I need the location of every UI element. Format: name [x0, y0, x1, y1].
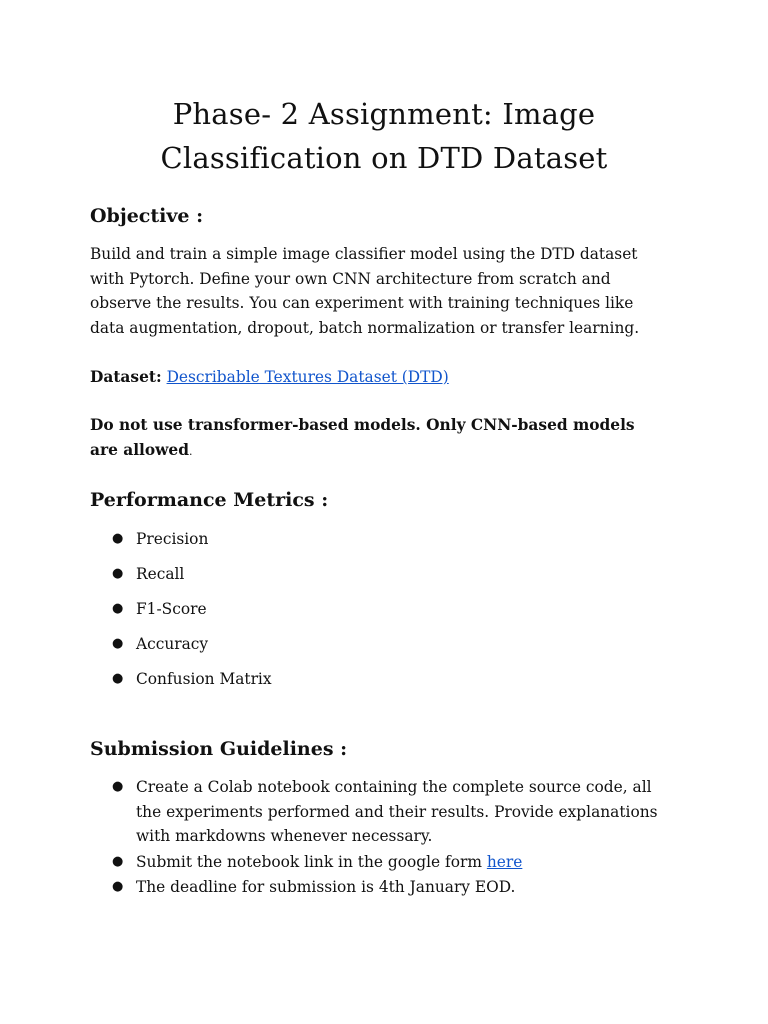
list-item — [90, 562, 690, 597]
restriction-line-2: are allowed — [90, 440, 189, 459]
restriction-period: . — [188, 444, 193, 458]
bullet-icon: ● — [112, 671, 124, 686]
objective-line-3: observe the results. You can experiment with training techniques like — [90, 294, 634, 313]
bullet-icon: ● — [112, 601, 124, 616]
metric-label: Precision — [136, 530, 209, 548]
bullet-icon: ● — [112, 636, 124, 651]
restriction-line-1: Do not use transformer-based models. Only CNN-based models — [90, 416, 635, 434]
title-line-1: Phase- 2 Assignment: Image — [172, 97, 596, 131]
list-item — [90, 597, 690, 632]
objective-line-1: Build and train a simple image classifier model using the DTD dataset — [90, 245, 638, 263]
metric-label: Recall — [136, 565, 185, 583]
list-item — [90, 875, 690, 900]
page-title — [60, 92, 708, 180]
dataset-label: Dataset: — [90, 368, 162, 386]
list-item — [90, 527, 690, 562]
list-item — [90, 667, 690, 702]
submission-heading: Submission Guidelines : — [90, 738, 348, 760]
list-item — [90, 850, 690, 875]
metrics-list — [90, 527, 690, 702]
metric-label: Confusion Matrix — [136, 670, 272, 688]
guideline-1-line-1: Create a Colab notebook containing the complete source code, all — [136, 778, 652, 796]
objective-line-2: with Pytorch. Define your own CNN architecture from scratch and — [90, 269, 611, 288]
title-line-2: Classification on DTD Dataset — [160, 141, 608, 175]
list-item — [90, 632, 690, 667]
objective-line-4: data augmentation, dropout, batch normalization or transfer learning. — [90, 318, 640, 337]
guideline-1-line-2: the experiments performed and their results. Provide explanations — [136, 802, 658, 821]
dataset-line — [90, 365, 690, 390]
model-restriction-note — [90, 413, 690, 464]
bullet-icon: ● — [112, 879, 124, 895]
bullet-icon: ● — [112, 779, 124, 794]
metrics-heading: Performance Metrics : — [90, 489, 329, 511]
bullet-icon: ● — [112, 566, 124, 581]
form-link[interactable]: here — [486, 852, 523, 871]
list-item — [90, 775, 690, 849]
dataset-link[interactable]: Describable Textures Dataset (DTD) — [166, 368, 449, 386]
bullet-icon: ● — [112, 531, 124, 546]
objective-paragraph — [90, 242, 690, 340]
guideline-2-text: Submit the notebook link in the google form — [136, 852, 487, 871]
metric-label: Accuracy — [136, 635, 209, 653]
guideline-3-text: The deadline for submission is 4th January EOD. — [136, 878, 516, 897]
metric-label: F1-Score — [136, 600, 207, 618]
objective-heading: Objective : — [90, 205, 204, 227]
submission-list — [90, 775, 690, 901]
guideline-1-line-3: with markdowns whenever necessary. — [136, 827, 433, 846]
bullet-icon: ● — [112, 853, 124, 869]
